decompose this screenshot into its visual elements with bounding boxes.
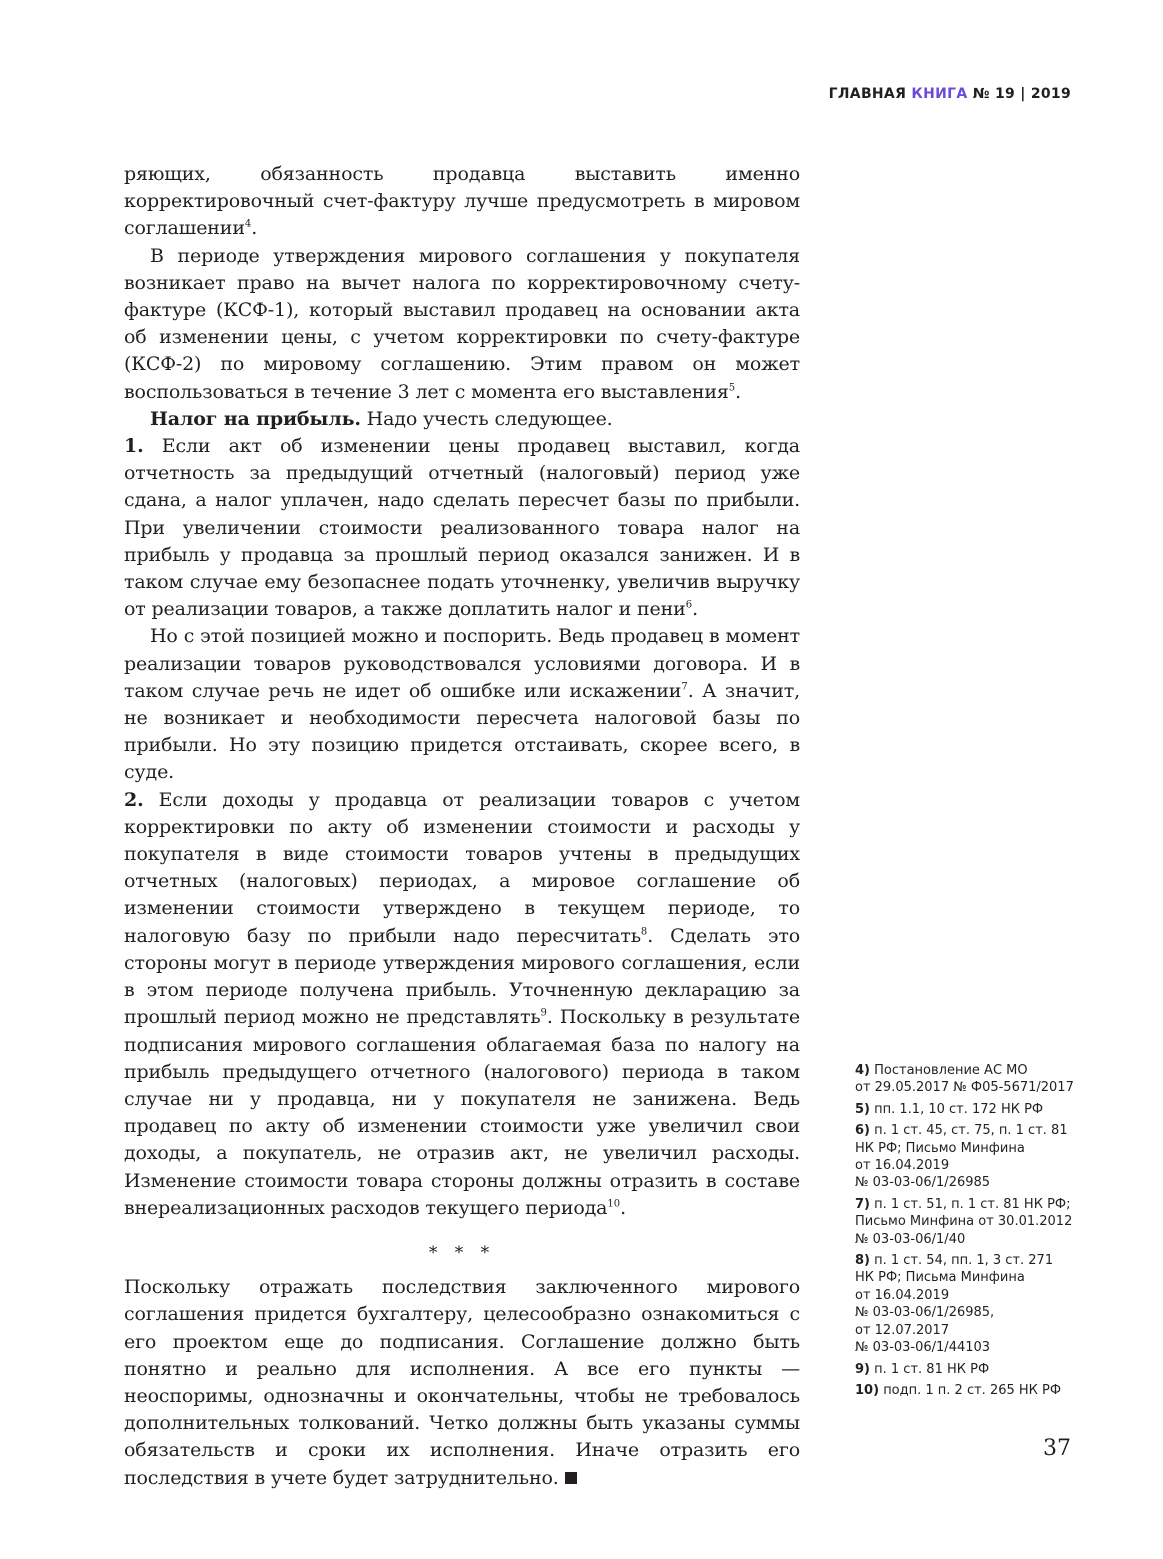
running-header [0, 86, 1071, 102]
paragraph-conclusion: Поскольку отражать последствия заключенного мирового соглашения придется бухгалтеру, целесообразно ознакомиться с его проектом еще до подписания. Соглашение должно быть понятно и реально для исполнения. А все его пункты — неоспоримы, однозначны и окончательны, чтобы не требовалось дополнительных толкований. Четко должны быть указаны суммы обязательств и сроки их исполнения. Иначе отразить его последствия в учете будет затруднительно. [124, 1276, 800, 1489]
footnote-ref-10[interactable]: 10 [607, 1198, 621, 1210]
footnote-text-line: п. 1 ст. 45, ст. 75, п. 1 ст. 81 [874, 1123, 1068, 1139]
footnote-number: 7) [855, 1196, 870, 1212]
footnote-text-line: НК РФ; Письмо Минфина [855, 1140, 1025, 1156]
section-heading-profit-tax: Налог на прибыль. [150, 407, 361, 430]
footnote-text-line: пп. 1.1, 10 ст. 172 НК РФ [874, 1101, 1044, 1117]
footnotes-column [855, 1062, 1080, 1403]
paragraph-point-1: 1. Если акт об изменении цены продавец выставил, когда отчетность за предыдущий отчетный (налоговый) период уже сдана, а налог уплачен, надо сделать пересчет базы по прибыли. При увеличении стоимости реализованного товара налог на прибыль у продавца за прошлый период оказался занижен. И в таком случае ему безопаснее подать уточненку, увеличив выручку от реализации товаров, а также доплатить налог и пени$^6$. [124, 435, 800, 621]
point-number-2: 2. [124, 788, 144, 811]
footnote-text-line: от 16.04.2019 [855, 1158, 950, 1174]
footnote-text-line: Постановление АС МО [874, 1063, 1028, 1078]
paragraph-2: В периоде утверждения мирового соглашения у покупателя возникает право на вычет налога по корректировочному счету-фактуре (КСФ-1), который выставил продавец на основании акта об изменении цены, с учетом корректировки по счету-фактуре (КСФ-2) по мировому соглашению. Этим правом он может воспользоваться в течение 3 лет с момента его выставления$^5$. [124, 244, 800, 403]
footnote-text-line: от 12.07.2017 [855, 1322, 950, 1338]
footnote-ref-6[interactable]: 6 [685, 599, 693, 611]
page-number: 37 [1043, 1436, 1071, 1461]
footnote-item [855, 1101, 1080, 1118]
footnote-item [855, 1062, 1080, 1097]
footnote-number: 10) [855, 1382, 880, 1398]
paragraph-point-2: 2. Если доходы у продавца от реализации товаров с учетом корректировки по акту об изменении стоимости и расходы у покупателя в виде стоимости товаров учтены в предыдущих отчетных (налоговых) периодах, а мировое соглашение об изменении стоимости утверждено в текущем периоде, то налоговую базу по прибыли надо пересчитать$^8$. Сделать это стороны могут в периоде утверждения мирового соглашения, если в этом периоде получена прибыль. Уточненную декларацию за прошлый период можно не представлять$^9$. Поскольку в результате подписания мирового соглашения облагаемая база по налогу на прибыль предыдущего отчетного (налогового) периода в таком случае ни у продавца, ни у покупателя не занижена. Ведь продавец по акту об изменении стоимости уже увеличил свои доходы, а покупатель, не отразив акт, не увеличил расходы. Изменение стоимости товара стороны должны отразить в составе внереализационных расходов текущего периода$^{10}$. [124, 788, 800, 1219]
footnote-text-line: № 03-03-06/1/44103 [855, 1340, 991, 1356]
footnote-ref-9[interactable]: 9 [540, 1007, 547, 1019]
footnote-number: 9) [855, 1361, 870, 1377]
footnote-ref-5[interactable]: 5 [728, 382, 736, 394]
footnote-text-line: п. 1 ст. 54, пп. 1, 3 ст. 271 [874, 1253, 1054, 1269]
header-title-part1: ГЛАВНАЯ [828, 86, 907, 102]
footnote-text-line: НК РФ; Письма Минфина [855, 1270, 1025, 1286]
end-of-article-square-icon [565, 1472, 577, 1484]
footnote-number: 6) [855, 1123, 870, 1139]
footnote-text-line: подп. 1 п. 2 ст. 265 НК РФ [883, 1382, 1062, 1398]
footnote-text-line: № 03-03-06/1/26985 [855, 1175, 991, 1191]
paragraph-dispute: Но с этой позицией можно и поспорить. Ведь продавец в момент реализации товаров руководствовался условиями договора. И в таком случае речь не идет об ошибке или искажении$^7$. А значит, не возникает и необходимости пересчета налоговой базы по прибыли. Но эту позицию придется отстаивать, скорее всего, в суде. [124, 625, 800, 784]
footnote-item [855, 1361, 1080, 1378]
footnote-text-line: от 16.04.2019 [855, 1287, 950, 1303]
header-title-accent: КНИГА [911, 86, 968, 102]
footnote-text-line: п. 1 ст. 51, п. 1 ст. 81 НК РФ; [874, 1196, 1071, 1212]
footnote-text-line: № 03-03-06/1/40 [855, 1231, 966, 1247]
paragraph-1: ряющих, обязанность продавца выставить именно корректировочный счет-фактуру лучше предусмотреть в мировом соглашении$^4$. [124, 163, 800, 240]
footnote-number: 4) [855, 1063, 870, 1078]
footnote-text-line: № 03-03-06/1/26985, [855, 1305, 995, 1321]
point-number-1: 1. [124, 435, 144, 458]
footnote-item [855, 1382, 1080, 1399]
footnote-number: 8) [855, 1253, 870, 1269]
footnote-ref-4[interactable]: 4 [244, 219, 252, 231]
footnote-text-line: Письмо Минфина от 30.01.2012 [855, 1214, 1073, 1230]
footnote-item [855, 1122, 1080, 1192]
footnote-item [855, 1252, 1080, 1356]
section-separator: * * * [428, 1242, 496, 1263]
footnote-text-line: от 29.05.2017 № Ф05-5671/2017 [855, 1080, 1074, 1096]
footnote-item [855, 1196, 1080, 1248]
footnote-ref-8[interactable]: 8 [640, 926, 648, 938]
footnote-text-line: п. 1 ст. 81 НК РФ [874, 1361, 990, 1377]
paragraph-profit-tax-heading: Налог на прибыль. Надо учесть следующее. [150, 407, 613, 430]
main-text-column [124, 161, 800, 1492]
footnote-ref-7[interactable]: 7 [681, 681, 688, 693]
header-issue: № 19 | 2019 [972, 86, 1071, 102]
footnote-number: 5) [855, 1101, 870, 1117]
